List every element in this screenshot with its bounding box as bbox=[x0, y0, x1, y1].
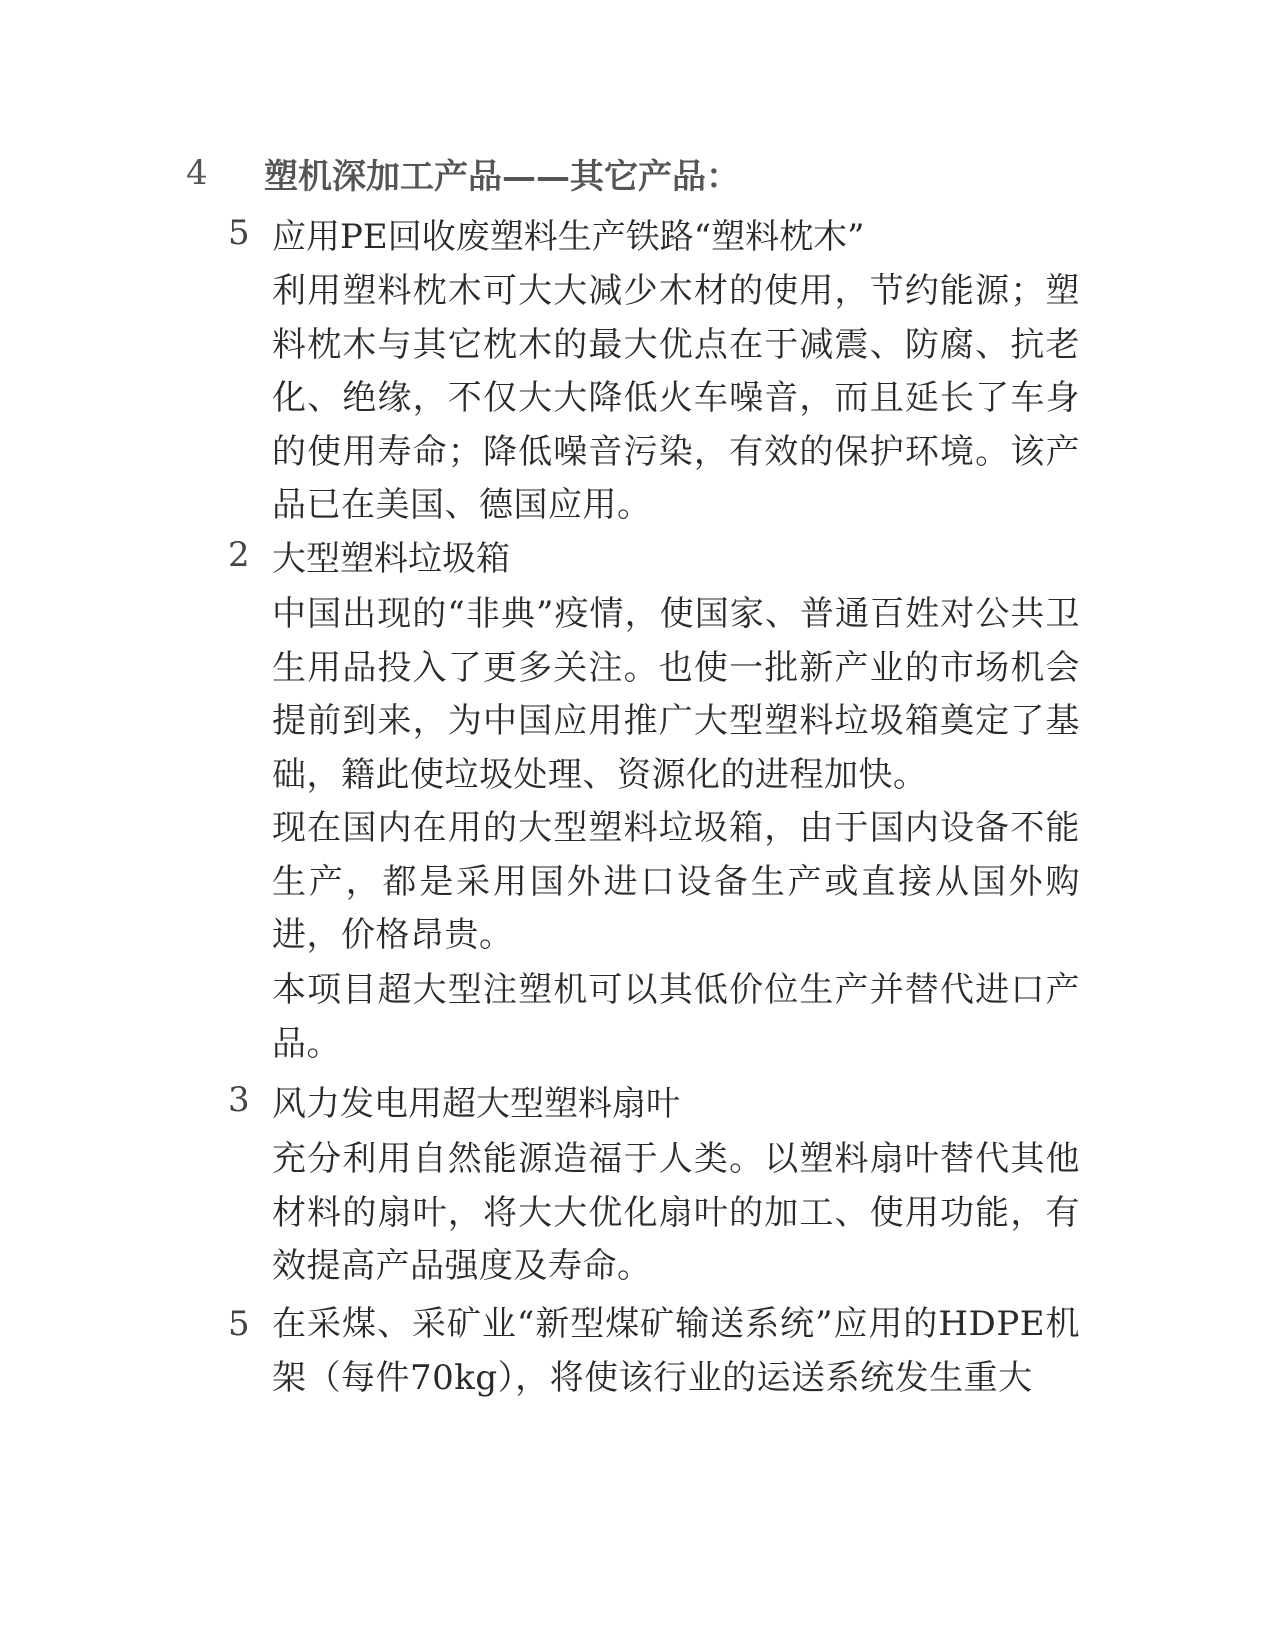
list-item-label: 大型塑料垃圾箱 bbox=[272, 538, 510, 579]
list-item-number: 5 bbox=[228, 213, 250, 253]
section-title: 塑机深加工产品——其它产品： bbox=[264, 156, 740, 197]
body-paragraph: 现在国内在用的大型塑料垃圾箱，由于国内设备不能生产，都是采用国外进口设备生产或直接从国外购进，价格昂贵。 bbox=[272, 808, 1080, 955]
list-item-label: 应用PE回收废塑料生产铁路“塑料枕木” bbox=[272, 216, 865, 257]
list-item-label: 风力发电用超大型塑料扇叶 bbox=[272, 1083, 680, 1124]
list-item-number: 3 bbox=[228, 1080, 250, 1120]
list-item-title bbox=[228, 208, 1088, 258]
body-paragraph: 利用塑料枕木可大大减少木材的使用，节约能源；塑料枕木与其它枕木的最大优点在于减震、防腐、抗老化、绝缘，不仅大大降低火车噪音，而且延长了车身的使用寿命；降低噪音污染，有效的保护环境。该产品已在美国、德国应用。 bbox=[272, 271, 1080, 525]
body-paragraph: 本项目超大型注塑机可以其低价位生产并替代进口产品。 bbox=[272, 970, 1080, 1064]
section-heading bbox=[186, 148, 740, 198]
list-item-title bbox=[228, 1075, 1088, 1125]
list-item bbox=[228, 1298, 1088, 1398]
list-item-number: 2 bbox=[228, 535, 250, 575]
section-number: 4 bbox=[186, 153, 208, 193]
list-item-title bbox=[228, 530, 1088, 580]
body-paragraph: 中国出现的“非典”疫情，使国家、普通百姓对公共卫生用品投入了更多关注。也使一批新产业的市场机会提前到来，为中国应用推广大型塑料垃圾箱奠定了基础，籍此使垃圾处理、资源化的进程加快。 bbox=[272, 594, 1080, 795]
list-item-text: 在采煤、采矿业“新型煤矿输送系统”应用的HDPE机架（每件70kg），将使该行业的运送系统发生重大 bbox=[272, 1304, 1080, 1398]
body-paragraph: 充分利用自然能源造福于人类。以塑料扇叶替代其他材料的扇叶，将大大优化扇叶的加工、使用功能，有效提高产品强度及寿命。 bbox=[272, 1139, 1080, 1286]
list-item-number: 5 bbox=[228, 1304, 250, 1344]
